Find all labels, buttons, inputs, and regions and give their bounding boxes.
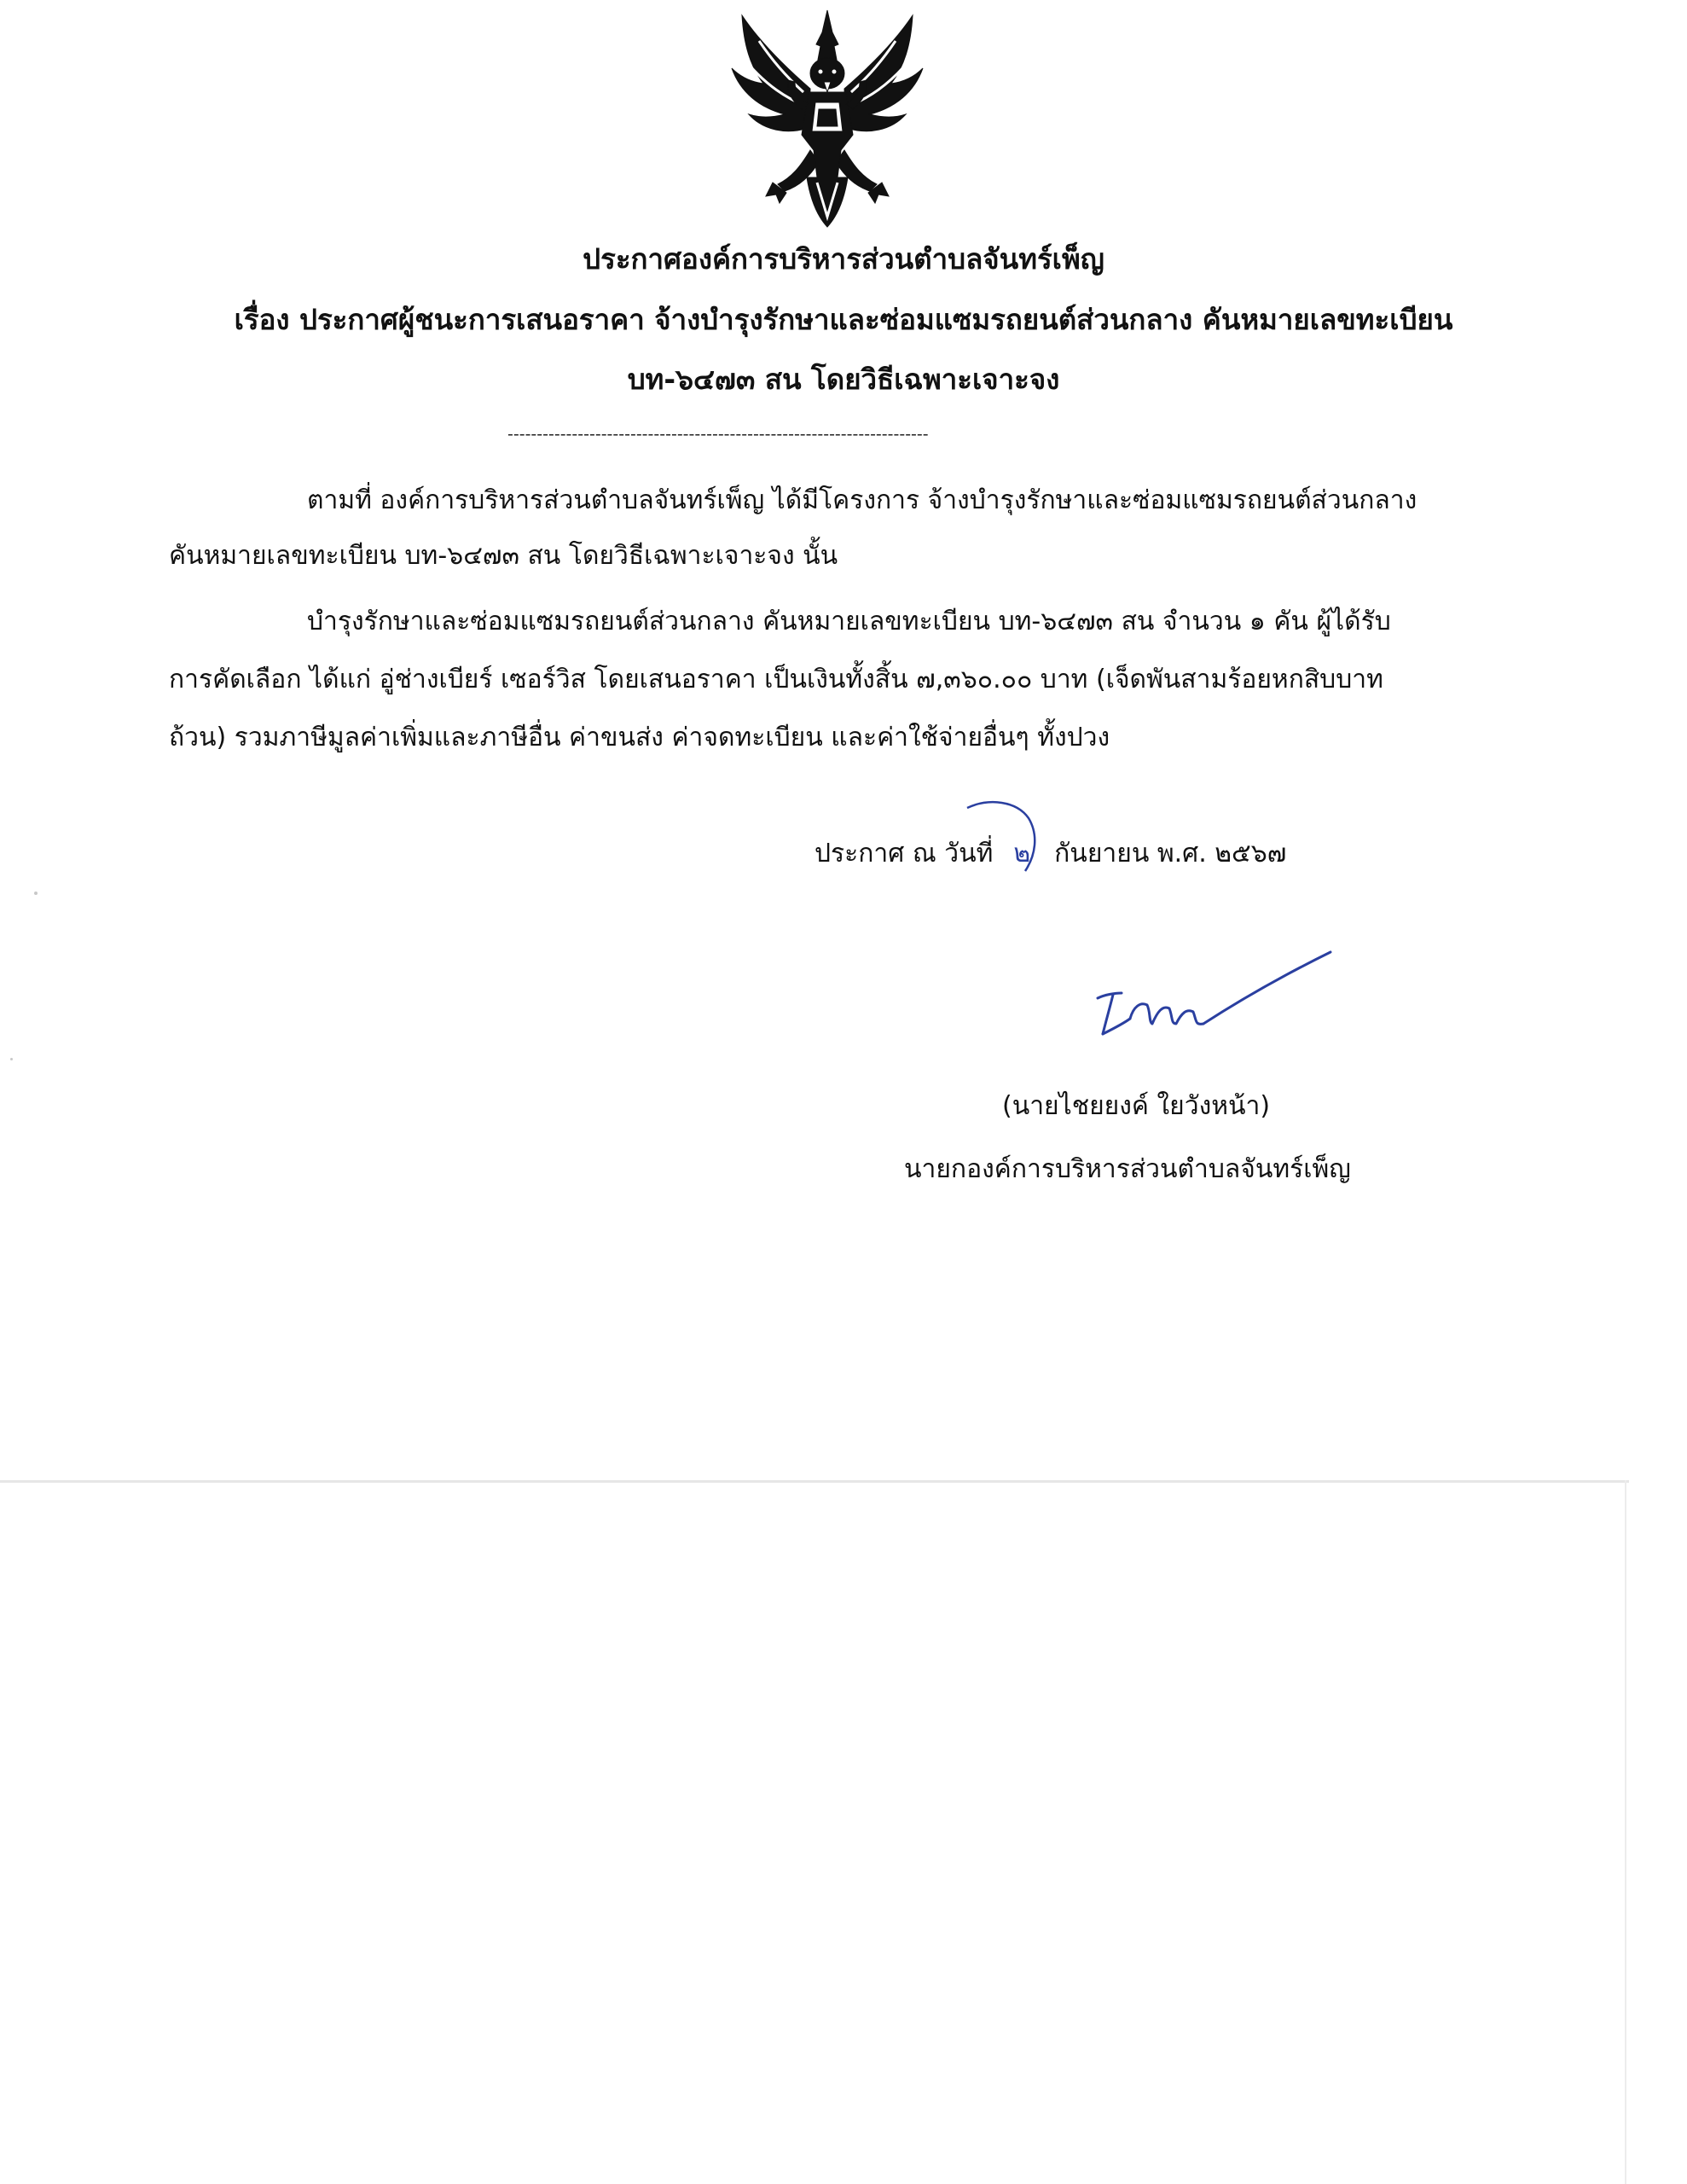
date-prefix: ประกาศ ณ วันที่ [815,839,994,868]
scan-edge-line-vertical [1625,1480,1626,2184]
body-paragraph-1-line-1: ตามที่ องค์การบริหารส่วนตำบลจันทร์เพ็ญ ได้มีโครงการ จ้างบำรุงรักษาและซ่อมแซมรถยนต์ส่วนกลาง [307,485,1417,515]
garuda-emblem-icon [725,7,930,230]
scan-speck [34,892,38,895]
body-paragraph-1-line-2: คันหมายเลขทะเบียน บท-๖๔๗๓ สน โดยวิธีเฉพาะเจาะจง นั้น [169,541,838,571]
signer-position: นายกองค์การบริหารส่วนตำบลจันทร์เพ็ญ [904,1154,1351,1184]
announcement-heading: ประกาศองค์การบริหารส่วนตำบลจันทร์เพ็ญ [583,242,1104,276]
signer-name: (นายไชยยงค์ ใยวังหน้า) [1002,1091,1271,1121]
date-suffix: กันยายน พ.ศ. ๒๕๖๗ [1054,839,1287,868]
date-line [815,838,1286,870]
handwritten-signature-icon [1079,945,1335,1043]
announcement-subject-continued: บท-๖๔๗๓ สน โดยวิธีเฉพาะเจาะจง [627,363,1060,396]
date-day: ๒ [1013,839,1031,868]
scan-speck [10,1058,13,1060]
announcement-subject: เรื่อง ประกาศผู้ชนะการเสนอราคา จ้างบำรุงรักษาและซ่อมแซมรถยนต์ส่วนกลาง คันหมายเลขทะเบียน [234,303,1453,336]
body-paragraph-2-line-2: การคัดเลือก ได้แก่ อู่ช่างเบียร์ เซอร์วิส โดยเสนอราคา เป็นเงินทั้งสิ้น ๗,๓๖๐.๐๐ บาท (เจ็ดพันสามร้อยหกสิบบาท [169,665,1383,694]
scan-edge-line [0,1480,1629,1483]
body-paragraph-2-line-1: บำรุงรักษาและซ่อมแซมรถยนต์ส่วนกลาง คันหมายเลขทะเบียน บท-๖๔๗๓ สน จำนวน ๑ คัน ผู้ได้รับ [307,607,1391,636]
dashed-divider: ------------------------------------------------------------------------ [507,425,929,444]
body-paragraph-2-line-3: ถ้วน) รวมภาษีมูลค่าเพิ่มและภาษีอื่น ค่าขนส่ง ค่าจดทะเบียน และค่าใช้จ่ายอื่นๆ ทั้งปวง [169,723,1110,752]
